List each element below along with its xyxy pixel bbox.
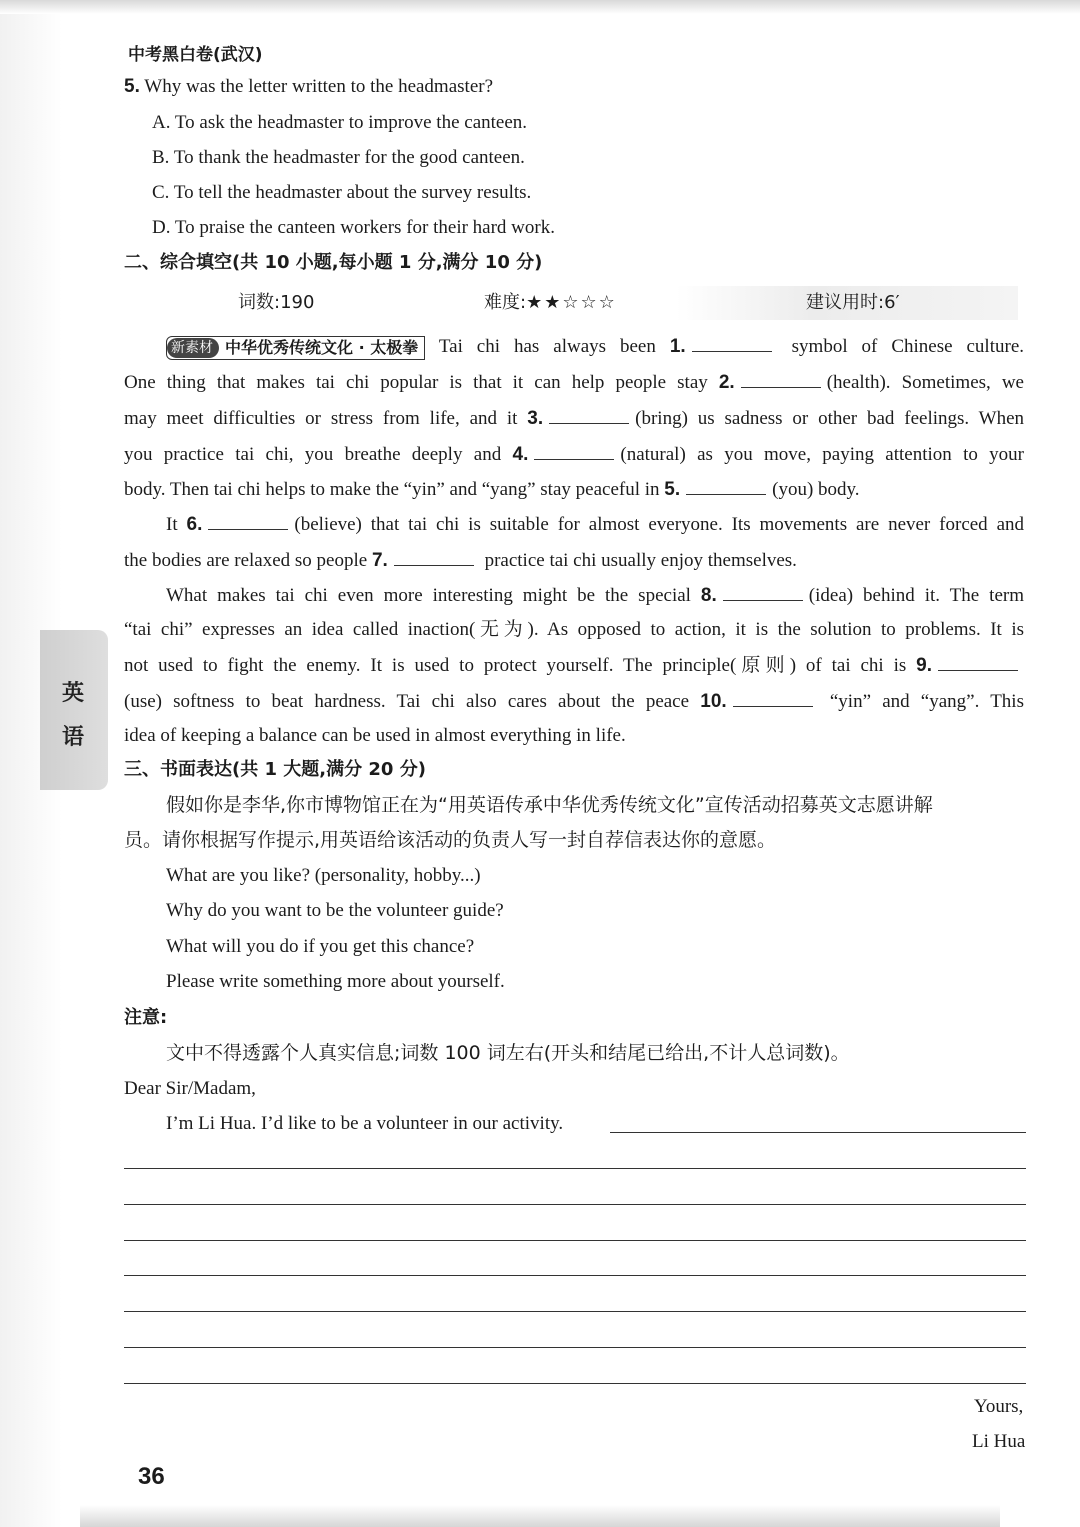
answer-blank-7[interactable] [394,547,474,566]
passage-text: (believe) that tai chi is suitable for almost everyone. Its movements are never forced and [294,514,1025,535]
new-material-badge: 新素材 [167,338,219,358]
passage-line [124,369,1024,396]
passage-text: (bring) us sadness or other bad feelings. When [635,408,1025,429]
option-a[interactable]: A. To ask the headmaster to improve the canteen. [152,112,528,133]
blank-number: 10. [700,691,727,712]
passage-text: symbol of Chinese culture. [791,336,1025,357]
note-text: 文中不得透露个人真实信息;词数 100 词左右(开头和结尾已给出,不计人总词数)。 [166,1042,850,1064]
writing-hint: What will you do if you get this chance? [166,936,475,957]
writing-prompt: 员。请你根据写作提示,用英语给该活动的负责人写一封自荐信表达你的意愿。 [124,829,777,851]
word-count: 词数:190 [238,292,315,313]
side-tab-char: 英 [62,681,85,706]
question-number: 5. [124,76,140,97]
option-c[interactable]: C. To tell the headmaster about the survey results. [152,182,532,203]
passage-line [124,547,797,574]
suggested-time: 建议用时:6′ [806,292,900,313]
page-number: 36 [138,1463,165,1490]
passage-line [124,405,1024,432]
scan-edge-top [0,0,1080,14]
passage-line [124,688,1024,715]
difficulty-label: 难度: [484,292,527,313]
blank-number: 7. [371,550,388,571]
writing-line[interactable] [124,1347,1026,1348]
passage-text: the bodies are relaxed so people [124,550,368,571]
answer-blank-3[interactable] [549,405,629,424]
passage-line [124,617,1024,643]
passage-text: body. Then tai chi helps to make the “yin” and “yang” stay peaceful in [124,479,660,500]
blank-number: 6. [186,514,203,535]
answer-blank-4[interactable] [534,441,614,460]
passage-text: “tai chi” expresses an idea called inaction(无为). As opposed to action, it is the solution to problems. It is [124,619,1024,640]
passage-text: (idea) behind it. The term [808,585,1024,606]
section-2-heading: 二、综合填空(共 10 小题,每小题 1 分,满分 10 分) [124,252,543,273]
note-label: 注意: [124,1007,168,1028]
book-title: 中考黑白卷(武汉) [128,45,263,65]
letter-closing: Yours, [974,1396,1024,1417]
blank-number: 5. [664,479,681,500]
writing-line[interactable] [124,1168,1026,1169]
material-topic: 中华优秀传统文化 · 太极拳 [225,337,419,357]
writing-line[interactable] [124,1275,1026,1276]
subject-side-tab [40,630,108,790]
salutation: Dear Sir/Madam, [124,1078,256,1099]
answer-blank-9[interactable] [938,652,1018,671]
passage-text: (natural) as you move, paying attention to your [620,444,1025,465]
passage-text: What makes tai chi even more interesting might be the special [166,585,691,606]
passage-text: It [166,514,178,535]
passage-line [166,582,1024,609]
scan-edge-bottom [80,1505,1000,1527]
passage-line [166,511,1024,538]
passage-text: may meet difficulties or stress from life, and it [124,408,518,429]
answer-blank-1[interactable] [692,333,772,352]
material-tag [166,336,425,360]
writing-prompt: 假如你是李华,你市博物馆正在为“用英语传承中华优秀传统文化”宣传活动招募英文志愿讲解 [166,794,933,816]
writing-line[interactable] [124,1311,1026,1312]
passage-text: practice tai chi usually enjoy themselves. [484,550,797,571]
option-d[interactable]: D. To praise the canteen workers for their hard work. [152,217,555,238]
side-tab-char: 语 [62,725,85,750]
passage-line [124,652,1024,679]
answer-blank-2[interactable] [741,369,821,388]
option-b[interactable]: B. To thank the headmaster for the good canteen. [152,147,525,168]
writing-line[interactable] [124,1240,1026,1241]
blank-number: 1. [669,336,686,357]
passage-line [124,441,1024,468]
writing-line[interactable] [124,1204,1026,1205]
blank-number: 9. [916,655,933,676]
passage-text: not used to fight the enemy. It is used to protect yourself. The principle(原则) of tai chi is [124,655,907,676]
passage-text: (you) body. [772,479,860,500]
passage-text: “yin” and “yang”. This [829,691,1024,712]
letter-signature: Li Hua [972,1431,1026,1452]
answer-blank-10[interactable] [733,688,813,707]
blank-number: 2. [718,372,735,393]
blank-number: 8. [700,585,717,606]
answer-blank-8[interactable] [723,582,803,601]
passage-text: Tai chi has always been [438,336,656,357]
question-5 [124,74,493,100]
passage-text: (use) softness to beat hardness. Tai chi also cares about the peace [124,691,690,712]
section-3-heading: 三、书面表达(共 1 大题,满分 20 分) [124,759,426,780]
answer-blank-6[interactable] [208,511,288,530]
answer-blank-5[interactable] [686,476,766,495]
question-text: Why was the letter written to the headmaster? [144,76,494,97]
writing-hint: Why do you want to be the volunteer guide? [166,900,504,921]
difficulty [484,290,617,316]
passage-text: (health). Sometimes, we [826,372,1024,393]
passage-text: One thing that makes tai chi popular is that it can help people stay [124,372,708,393]
difficulty-stars: ★★☆☆☆ [526,292,617,313]
letter-opening: I’m Li Hua. I’d like to be a volunteer in our activity. [166,1113,564,1134]
writing-hint: Please write something more about yourself. [166,971,505,992]
passage-line [166,333,1024,360]
writing-line[interactable] [610,1132,1026,1133]
blank-number: 4. [512,444,529,465]
writing-line[interactable] [124,1383,1026,1384]
passage-line: idea of keeping a balance can be used in almost everything in life. [124,725,626,746]
passage-line [124,476,860,503]
blank-number: 3. [527,408,544,429]
writing-hint: What are you like? (personality, hobby...) [166,865,481,886]
passage-text: you practice tai chi, you breathe deeply and [124,444,502,465]
